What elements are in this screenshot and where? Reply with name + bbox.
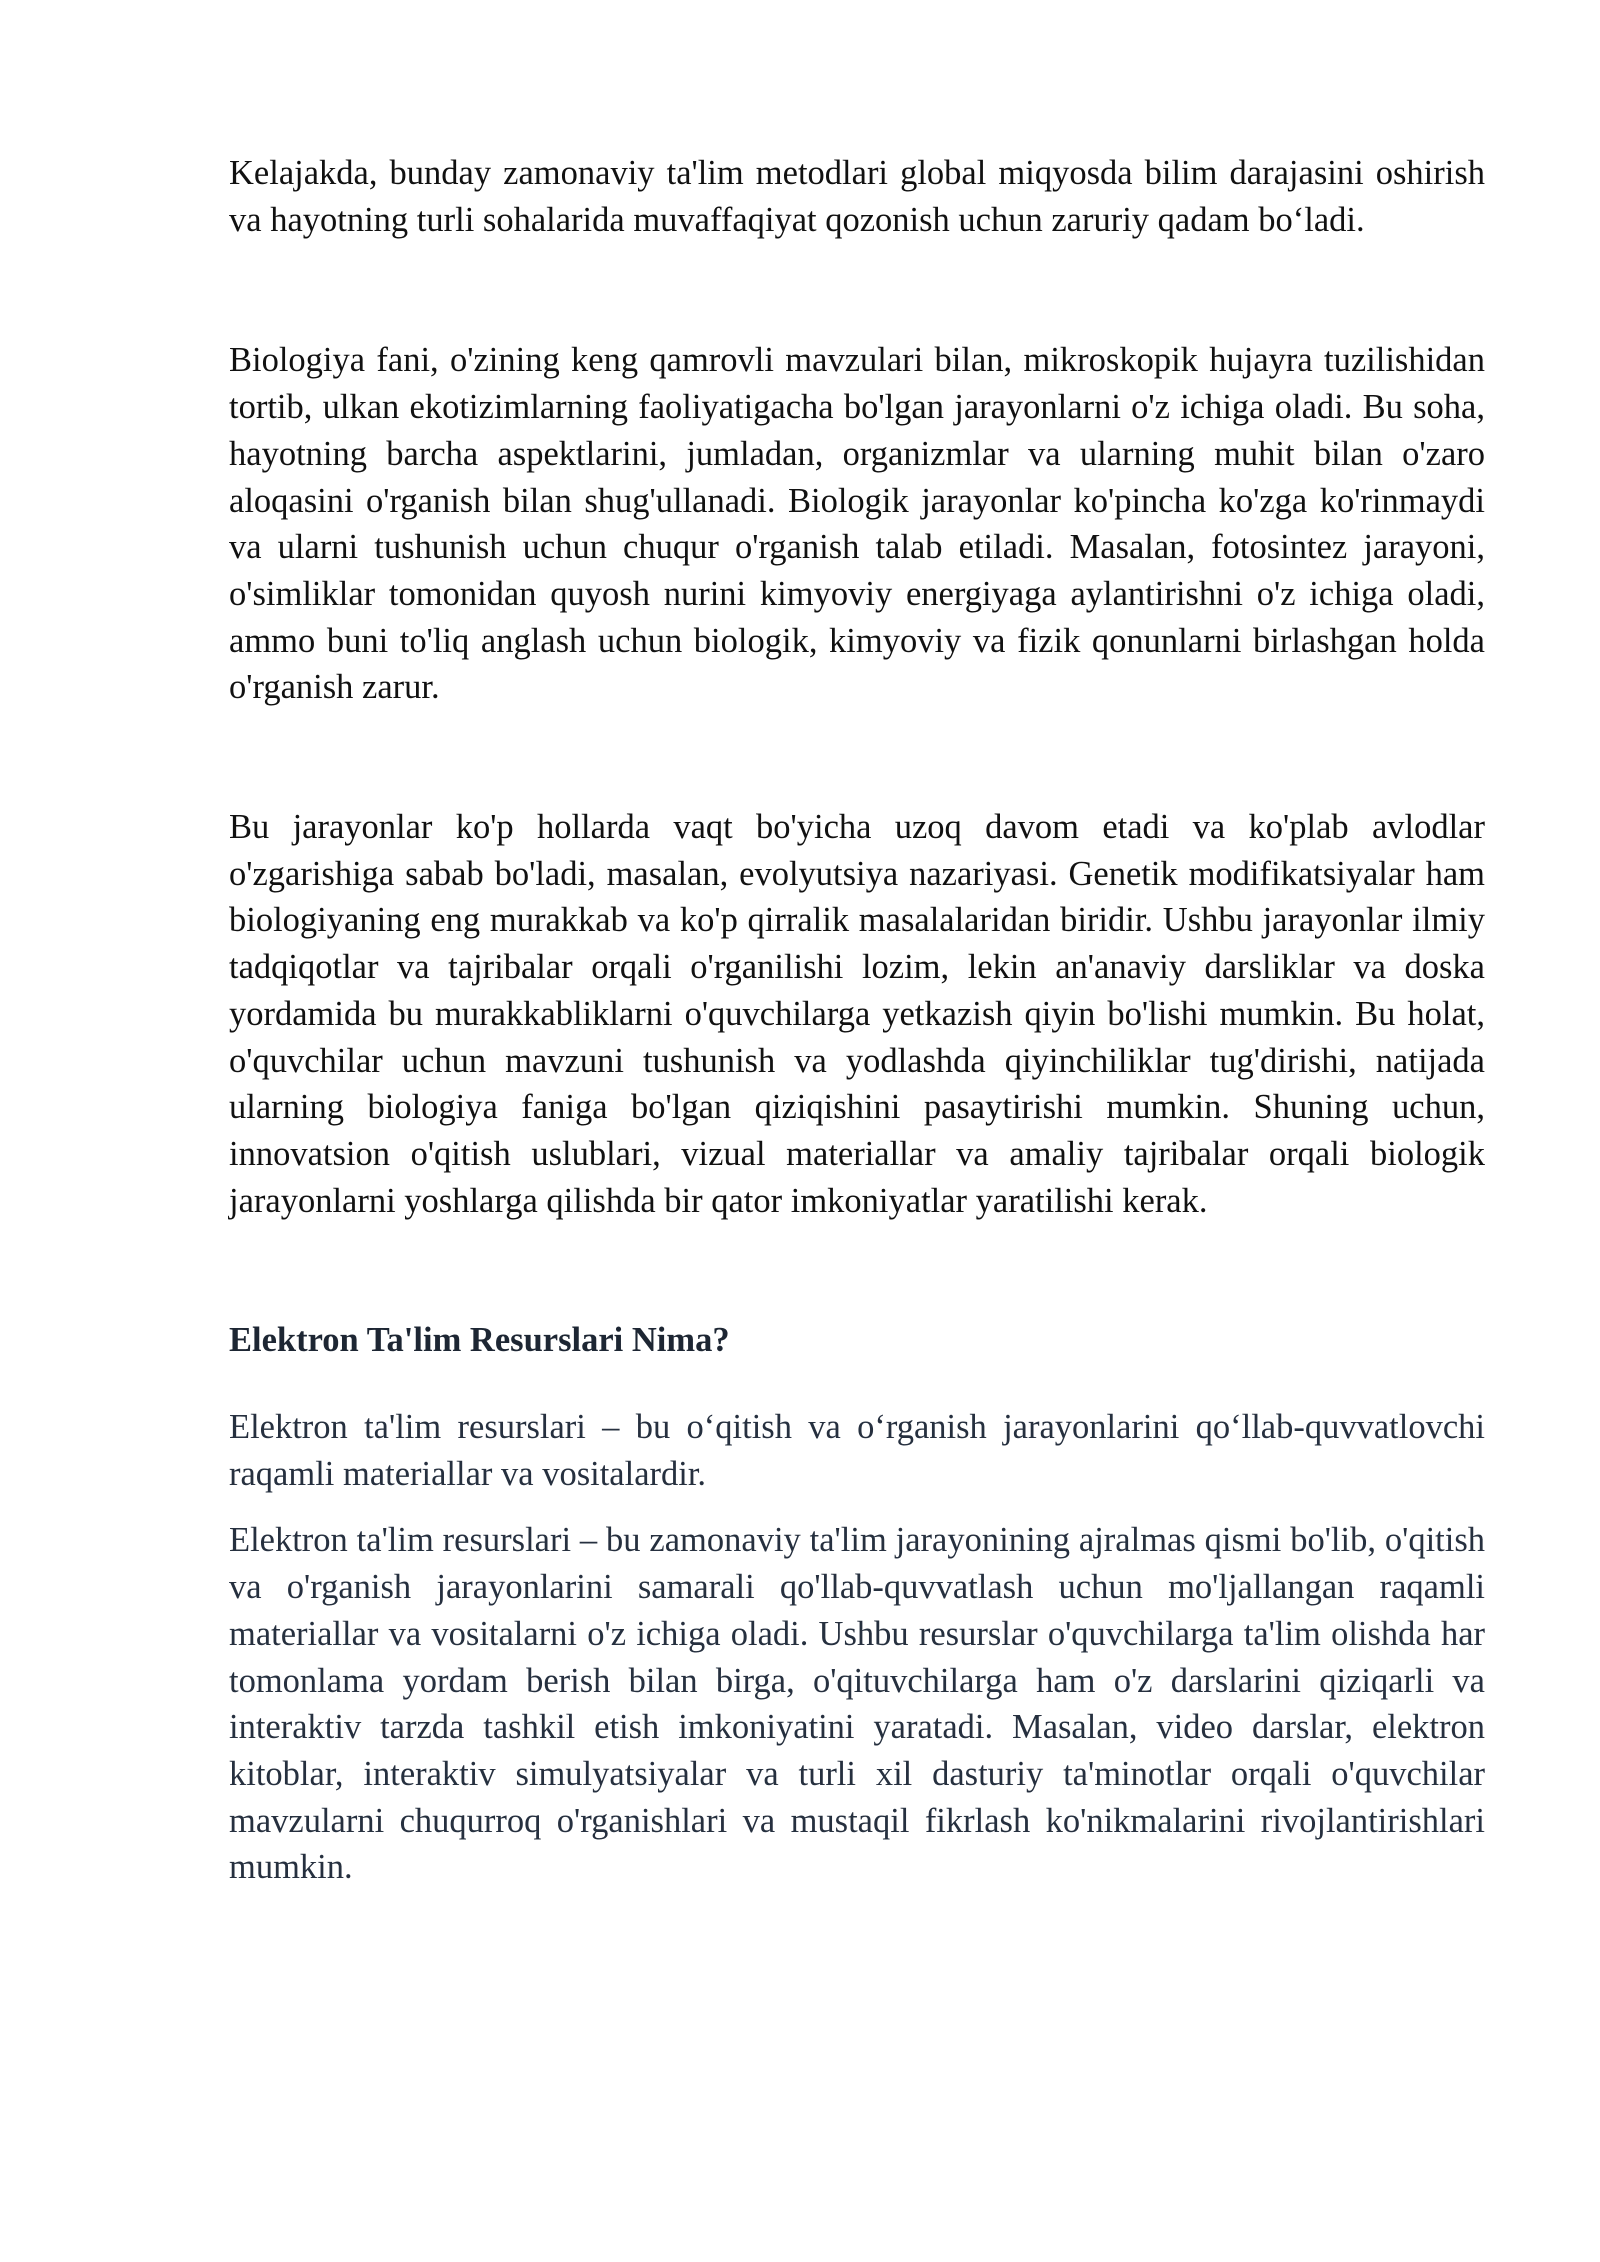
paragraph-resources-detail: Elektron ta'lim resurslari – bu zamonaviy ta'lim jarayonining ajralmas qismi bo'lib, o'qitish va o'rganish jarayonlarini samarali qo'llab-quvvatlash uchun mo'ljallangan raqamli materiallar va vositalarni o'z ichiga oladi. Ushbu resurslar o'quvchilarga ta'lim olishda har tomonlama yordam berish bilan birga, o'qituvchilarga ham o'z darslarini qiziqarli va interaktiv tarzda tashkil etish imkoniyatini yaratadi. Masalan, video darslar, elektron kitoblar, interaktiv simulyatsiyalar va turli xil dasturiy ta'minotlar orqali o'quvchilar mavzularni chuqurroq o'rganishlari va mustaqil fikrlash ko'nikmalarini rivojlantirishlari mumkin. [229,1521,1485,1887]
paragraph-definition: Elektron ta'lim resurslari – bu o‘qitish va o‘rganish jarayonlarini qo‘llab-quvvatlovchi raqamli materiallar va vositalardir. [229,1408,1485,1493]
paragraph-biology-science: Biologiya fani, o'zining keng qamrovli mavzulari bilan, mikroskopik hujayra tuzilishidan tortib, ulkan ekotizimlarning faoliyatigacha bo'lgan jarayonlarni o'z ichiga oladi. Bu soha, hayotning barcha aspektlarini, jumladan, organizmlar va ularning muhit bilan o'zaro aloqasini o'rganish bilan shug'ullanadi. Biologik jarayonlar ko'pincha ko'zga ko'rinmaydi va ularni tushunish uchun chuqur o'rganish talab etiladi. Masalan, fotosintez jarayoni, o'simliklar tomonidan quyosh nurini kimyoviy energiyaga aylantirishni o'z ichiga oladi, ammo buni to'liq anglash uchun biologik, kimyoviy va fizik qonunlarni birlashgan holda o'rganish zarur. [229,341,1485,707]
paragraph-long-processes: Bu jarayonlar ko'p hollarda vaqt bo'yicha uzoq davom etadi va ko'plab avlodlar o'zgarishiga sabab bo'ladi, masalan, evolyutsiya nazariyasi. Genetik modifikatsiyalar ham biologiyaning eng murakkab va ko'p qirralik masalalaridan biridir. Ushbu jarayonlar ilmiy tadqiqotlar va tajribalar orqali o'rganilishi lozim, lekin an'anaviy darsliklar va doska yordamida bu murakkabliklarni o'quvchilarga yetkazish qiyin bo'lishi mumkin. Bu holat, o'quvchilar uchun mavzuni tushunish va yodlashda qiyinchiliklar tug'dirishi, natijada ularning biologiya faniga bo'lgan qiziqishini pasaytirishi mumkin. Shuning uchun, innovatsion o'qitish uslublari, vizual materiallar va amaliy tajribalar orqali biologik jarayonlarni yoshlarga qilishda bir qator imkoniyatlar yaratilishi kerak. [229,808,1485,1220]
section-heading: Elektron Ta'lim Resurslari Nima? [229,1321,730,1360]
document-page [229,150,1485,1891]
paragraph-future-methods: Kelajakda, bunday zamonaviy ta'lim metodlari global miqyosda bilim darajasini oshirish va hayotning turli sohalarida muvaffaqiyat qozonish uchun zaruriy qadam bo‘ladi. [229,154,1485,239]
